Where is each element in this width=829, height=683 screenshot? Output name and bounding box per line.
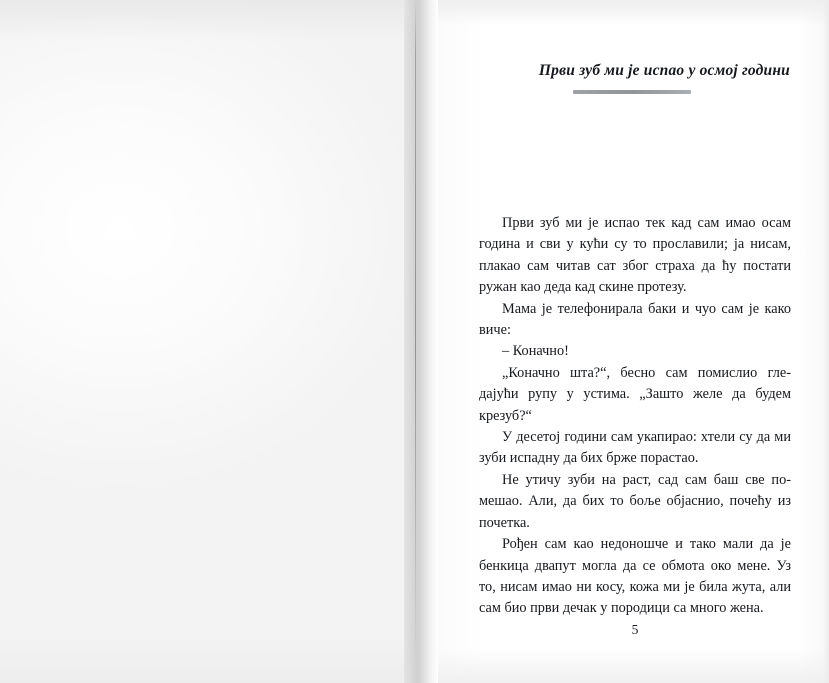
right-page-bottom-shading (438, 649, 829, 683)
paragraph: Не утичу зуби на раст, сад сам баш све помешао. Али, да бих то боље објаснио, почећу из почетка. (479, 471, 791, 531)
book-spine-line (415, 0, 416, 683)
page-number: 5 (631, 622, 639, 637)
title-underline-rule (573, 90, 691, 94)
left-page (0, 0, 408, 683)
left-page-top-shading (0, 0, 408, 40)
paragraph: У десетој години сам укапирао: хтели су да ми зуби испадну да бих брже порастао. (479, 429, 791, 467)
paragraph: Мама је телефонирала баки и чуо сам је како виче: (479, 300, 791, 339)
book-gutter (404, 0, 438, 683)
right-page-top-shading (438, 0, 829, 26)
paragraph: „Коначно шта?“, бесно сам помислио гледајући рупу у устима. „Зашто желе да будем крезуб?“ (479, 364, 791, 424)
paragraph: Рођен сам као недоношче и тако мали да је бенкица двапут могла да се обмота око мене. Уз то, нисам имао ни косу, кожа ми је била жута, али сам био први дечак у породици са много жена. (479, 536, 791, 617)
left-page-bottom-shading (0, 637, 408, 683)
right-page-edge (823, 0, 829, 683)
body-text (479, 213, 791, 620)
paragraph: Први зуб ми је испао тек кад сам имао осам година и сви у кући су то прославили; ја нисам, плакао сам читав сат због страха да ћу постати ружан као деда кад скине протезу. (479, 215, 791, 296)
paragraph: – Коначно! (502, 343, 569, 360)
chapter-title: Први зуб ми је испао у осмој години (538, 62, 790, 79)
